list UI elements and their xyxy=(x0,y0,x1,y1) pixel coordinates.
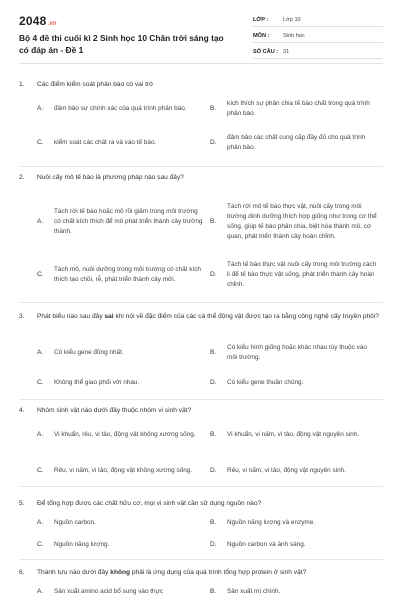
answer-option-b[interactable] xyxy=(210,586,377,598)
answer-letter: C. xyxy=(37,541,44,548)
answer-option-b[interactable] xyxy=(210,341,377,365)
answer-letter: A. xyxy=(37,431,44,438)
question-stem-part: phải là ứng dụng của quá trình tổng hợp protein ở sinh vật? xyxy=(130,569,307,576)
answer-text: đảm bảo các chất cung cấp đầy đủ cho quá trình phân bào. xyxy=(227,134,366,151)
question-1 xyxy=(19,80,383,151)
question-divider xyxy=(19,486,383,487)
answer-text: Nguồn năng lượng và enzyme. xyxy=(227,519,316,526)
answer-text: Nguồn carbon. xyxy=(54,519,96,526)
meta-row-class xyxy=(253,15,383,27)
logo-main: 2048 xyxy=(19,14,47,28)
answer-option-b[interactable] xyxy=(210,517,377,529)
answer-text: Tách mô, nuôi dưỡng trong môi trường có chất kích thích tạo chồi, rễ, phát triển thành cây mới. xyxy=(54,266,201,283)
question-number: 3. xyxy=(19,313,25,320)
logo-suffix: .vn xyxy=(47,21,57,27)
answer-text: Có kiểu gene đồng nhất. xyxy=(54,349,124,356)
answer-text: Có kiểu gene thuần chủng. xyxy=(227,379,304,386)
answer-option-a[interactable] xyxy=(37,98,204,120)
answer-option-c[interactable] xyxy=(37,539,204,551)
answer-option-a[interactable] xyxy=(37,341,204,365)
question-stem: Nuôi cấy mô tế bào là phương pháp nào sau đây? xyxy=(37,174,184,181)
meta-key: SỐ CÂU : xyxy=(253,49,279,55)
answer-text: Vi khuẩn, vi nấm, vi tảo, động vật nguyên sinh. xyxy=(227,431,360,438)
question-divider xyxy=(19,399,383,400)
meta-row-count xyxy=(253,47,383,59)
answer-letter: D. xyxy=(210,379,217,386)
answer-letter: B. xyxy=(210,588,217,595)
meta-value: Sinh học xyxy=(283,33,305,39)
answer-letter: B. xyxy=(210,218,217,225)
question-number: 2. xyxy=(19,174,25,181)
question-text xyxy=(19,499,383,509)
answer-letter: D. xyxy=(210,271,217,278)
answer-option-c[interactable] xyxy=(37,132,204,154)
answer-option-b[interactable] xyxy=(210,191,377,253)
answer-letter: D. xyxy=(210,541,217,548)
question-stem-emphasis: sai xyxy=(104,313,114,320)
question-6 xyxy=(19,568,383,595)
answer-letter: A. xyxy=(37,105,44,112)
header-divider xyxy=(19,63,383,64)
answer-text: đảm bảo sự chính xác của quá trình phân bào. xyxy=(54,105,187,112)
question-divider xyxy=(19,302,383,303)
answer-text: Không thể giao phối với nhau. xyxy=(54,379,140,386)
question-number: 6. xyxy=(19,569,25,576)
question-divider xyxy=(19,559,383,560)
question-stem-part: khi nói về đặc điểm của các cá thể động vật được tạo ra bằng công nghệ cấy truyền phôi? xyxy=(113,313,379,320)
question-stem: Nhóm sinh vật nào dưới đây thuộc nhóm vi sinh vật? xyxy=(37,407,192,414)
meta-key: LỚP : xyxy=(253,17,269,23)
answer-text: kiểm soát các chất ra và vào tế bào. xyxy=(54,139,157,146)
answer-letter: D. xyxy=(210,467,217,474)
answer-text: Vi khuẩn, rêu, vi tảo, động vật không xương sống. xyxy=(54,431,196,438)
answer-option-b[interactable] xyxy=(210,423,377,447)
answer-option-b[interactable] xyxy=(210,98,377,120)
answer-letter: A. xyxy=(37,349,44,356)
answer-text: Rêu, vi nấm, vi tảo, động vật nguyên sinh. xyxy=(227,467,347,474)
answer-option-a[interactable] xyxy=(37,423,204,447)
answer-letter: B. xyxy=(210,519,217,526)
question-stem-part: Phát biểu nào sau đây xyxy=(37,313,105,320)
question-number: 1. xyxy=(19,81,25,88)
question-stem xyxy=(37,312,383,322)
answer-text: Tách rời mô tế bào thực vật, nuôi cấy trong môi trường dinh dưỡng thích hợp giống như trong cơ thể sống, giúp tế bào phân chia, biệt hóa thành mô, cơ quan, phát triển thành cây hoàn chỉnh. xyxy=(227,203,377,240)
answer-text: Tách tế bào thực vật nuôi cấy trong môi trường cách li để tế bào thực vật sống, phát triển thành cây hoàn chỉnh. xyxy=(227,261,377,288)
answer-text: Tách rời tế bào hoặc mô rồi giâm trong môi trường có chất kích thích để mô phát triển thành cây trưởng thành. xyxy=(54,208,203,235)
question-stem: Để tổng hợp được các chất hữu cơ, mọi vi sinh vật cần sử dụng nguồn nào? xyxy=(37,500,262,507)
question-stem xyxy=(37,568,383,578)
answer-letter: D. xyxy=(210,139,217,146)
answer-text: Nguồn carbon và ánh sáng. xyxy=(227,541,306,548)
question-divider xyxy=(19,166,383,167)
question-3 xyxy=(19,312,383,386)
answer-option-c[interactable] xyxy=(37,373,204,393)
page-title: Bộ 4 đề thi cuối kì 2 Sinh học 10 Chân trời sáng tạo có đáp án - Đề 1 xyxy=(19,33,224,55)
question-4 xyxy=(19,406,383,474)
answer-text: kích thích sự phân chia tế bào chất trong quá trình phân bào. xyxy=(227,100,370,117)
answer-letter: C. xyxy=(37,467,44,474)
answer-option-d[interactable] xyxy=(210,459,377,483)
site-logo[interactable] xyxy=(19,14,57,28)
answer-option-a[interactable] xyxy=(37,586,204,598)
question-stem-part: Thành tựu nào dưới đây xyxy=(37,569,111,576)
answer-option-c[interactable] xyxy=(37,259,204,291)
answer-text: Nguồn năng lượng. xyxy=(54,541,110,548)
answer-letter: A. xyxy=(37,218,44,225)
question-number: 5. xyxy=(19,500,25,507)
answer-letter: B. xyxy=(210,349,217,356)
answer-option-d[interactable] xyxy=(210,259,377,291)
answer-letter: A. xyxy=(37,588,44,595)
question-5 xyxy=(19,499,383,548)
meta-key: MÔN : xyxy=(253,33,270,39)
question-text xyxy=(19,173,383,183)
meta-row-subject xyxy=(253,31,383,43)
question-text xyxy=(19,80,383,90)
answer-text: Sản xuất amino acid bổ sung vào thực xyxy=(54,588,164,595)
answer-option-d[interactable] xyxy=(210,539,377,551)
question-number: 4. xyxy=(19,407,25,414)
answer-letter: B. xyxy=(210,105,217,112)
answer-option-a[interactable] xyxy=(37,191,204,253)
answer-text: Có kiểu hình giống hoặc khác nhau tùy thuộc vào môi trường. xyxy=(227,344,367,361)
answer-option-d[interactable] xyxy=(210,132,377,154)
answer-letter: C. xyxy=(37,379,44,386)
exam-meta xyxy=(253,15,383,63)
question-stem: Các điểm kiểm soát phân bào có vai trò xyxy=(37,81,153,88)
question-text xyxy=(19,312,383,322)
answer-text: Sản xuất mì chính. xyxy=(227,588,281,595)
answer-option-d[interactable] xyxy=(210,373,377,393)
meta-value: Lớp 10 xyxy=(283,17,301,23)
question-text xyxy=(19,568,383,578)
question-text xyxy=(19,406,383,416)
answer-letter: B. xyxy=(210,431,217,438)
answer-text: Rêu, vi nấm, vi tảo, động vật không xương sống. xyxy=(54,467,193,474)
answer-letter: C. xyxy=(37,271,44,278)
answer-option-c[interactable] xyxy=(37,459,204,483)
answer-option-a[interactable] xyxy=(37,517,204,529)
question-stem-emphasis: không xyxy=(110,569,131,576)
meta-value: 31 xyxy=(283,49,290,55)
question-2 xyxy=(19,173,383,288)
answer-letter: A. xyxy=(37,519,44,526)
answer-letter: C. xyxy=(37,139,44,146)
